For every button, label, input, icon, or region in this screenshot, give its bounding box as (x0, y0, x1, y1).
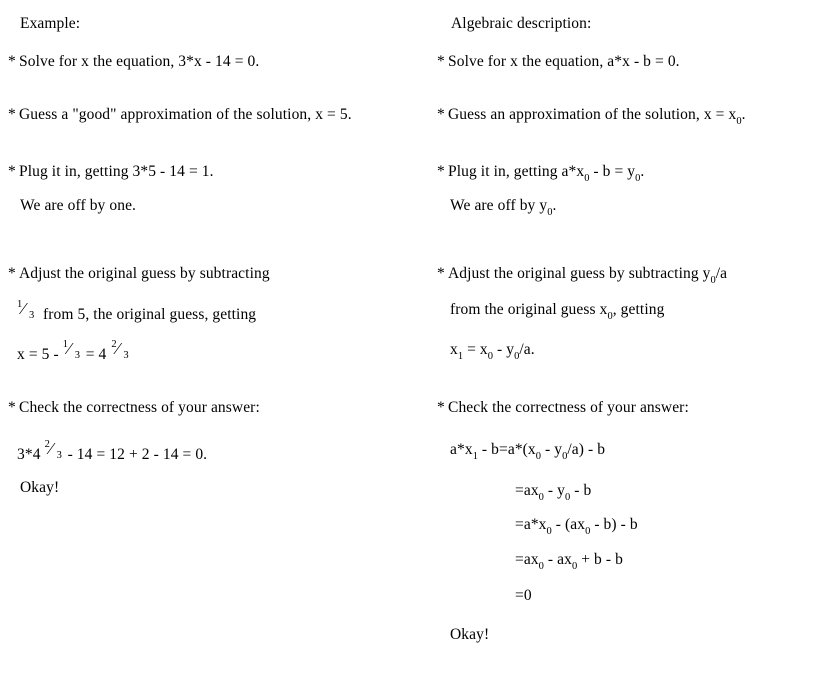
calc-part: a*x (450, 441, 473, 458)
calc-part: - b) - b (590, 516, 638, 533)
left-step-4 (8, 264, 270, 283)
calc-part: =a*x (515, 516, 547, 533)
left-step-5 (8, 398, 260, 417)
left-step-5-calculation (17, 440, 207, 464)
subscript-one: 1 (472, 450, 478, 462)
calc-part: - y (543, 482, 565, 499)
equation-prefix: x = 5 - (17, 346, 63, 363)
right-step-4-prefix: Adjust the original guess by subtracting y (448, 265, 711, 282)
right-calc-line-2 (515, 481, 591, 502)
calc-part: /a) - b (567, 441, 606, 458)
bullet-star: * (437, 106, 445, 123)
right-step-1 (437, 52, 680, 71)
left-conclusion: Okay! (20, 479, 60, 496)
right-conclusion: Okay! (450, 626, 490, 643)
calc-part: - b (570, 482, 592, 499)
left-column (0, 0, 416, 698)
equation-equals: = x (463, 341, 488, 358)
left-step-4-line2-text: from 5, the original guess, getting (43, 306, 257, 323)
left-step-1-text: Solve for x the equation, 3*x - 14 = 0. (19, 53, 260, 70)
calc-part: - b=a*(x (477, 441, 536, 458)
right-step-2-suffix: . (741, 106, 746, 123)
left-step-2-text: Guess a "good" approximation of the solution, x = 5. (19, 106, 352, 123)
fraction-one-third (17, 300, 37, 319)
subscript-zero: 0 (538, 491, 544, 503)
subscript-one: 1 (457, 350, 464, 362)
left-step-3 (8, 162, 214, 181)
fraction-denominator: 3 (56, 450, 62, 461)
fraction-numerator: 1 (17, 299, 23, 310)
bullet-star: * (8, 53, 16, 70)
calc-part: - ax (543, 551, 572, 568)
subscript-zero: 0 (710, 274, 716, 286)
bullet-star: * (437, 265, 445, 282)
right-step-5 (437, 398, 689, 417)
calc-part: =ax (515, 482, 539, 499)
fraction-numerator: 2 (44, 439, 50, 450)
right-step-3-prefix: Plug it in, getting a*x (448, 163, 585, 180)
subscript-zero: 0 (535, 450, 542, 462)
fraction-slash: ⁄ (22, 299, 25, 318)
right-step-3-note (450, 196, 556, 217)
right-step-2-prefix: Guess an approximation of the solution, x = x (448, 106, 737, 123)
subscript-zero: 0 (538, 560, 544, 572)
right-calc-line-3 (515, 515, 638, 536)
fraction-slash: ⁄ (49, 439, 53, 458)
note-prefix: We are off by y (450, 197, 548, 214)
equation-minus: - y (493, 341, 515, 358)
bullet-star: * (437, 163, 445, 180)
left-column-heading: Example: (20, 15, 81, 32)
left-step-4-line2 (17, 300, 256, 324)
subscript-zero: 0 (635, 172, 641, 184)
bullet-star: * (437, 53, 445, 70)
fraction-denominator: 3 (74, 350, 81, 361)
right-step-1-text: Solve for x the equation, a*x - b = 0. (448, 53, 680, 70)
subscript-zero: 0 (607, 310, 613, 322)
right-column-heading: Algebraic description: (451, 15, 592, 32)
right-calc-line-1 (450, 440, 605, 461)
line2-suffix: , getting (612, 301, 665, 318)
subscript-zero: 0 (562, 450, 568, 462)
fraction-numerator: 2 (111, 339, 117, 350)
subscript-zero: 0 (514, 350, 520, 362)
fraction-denominator: 3 (123, 350, 129, 361)
bullet-star: * (8, 265, 16, 282)
right-step-4-line3 (450, 340, 535, 361)
subscript-zero: 0 (736, 115, 742, 127)
equation-end: /a. (519, 341, 535, 358)
fraction-slash: ⁄ (116, 339, 120, 358)
right-step-3 (437, 162, 644, 183)
fraction-one-third (63, 340, 83, 359)
left-step-2 (8, 105, 352, 124)
calc-part: - y (541, 441, 563, 458)
left-step-4-line3 (17, 340, 131, 364)
left-step-5-text: Check the correctness of your answer: (19, 399, 260, 416)
left-step-3-note: We are off by one. (20, 197, 137, 214)
equation-middle: = 4 (85, 346, 107, 363)
left-step-1 (8, 52, 259, 71)
subscript-zero: 0 (547, 206, 553, 218)
calc-part: - (ax (551, 516, 586, 533)
right-column (417, 0, 833, 698)
subscript-zero: 0 (584, 172, 590, 184)
subscript-zero: 0 (571, 560, 578, 572)
right-step-3-mid: - b = y (589, 163, 636, 180)
fraction-slash: ⁄ (67, 339, 71, 358)
bullet-star: * (8, 399, 16, 416)
right-calc-line-4 (515, 550, 623, 571)
note-suffix: . (552, 197, 557, 214)
subscript-zero: 0 (585, 525, 591, 537)
bullet-star: * (8, 163, 16, 180)
subscript-zero: 0 (487, 350, 494, 362)
fraction-numerator: 1 (62, 339, 69, 350)
calc-part: =ax (515, 551, 539, 568)
right-step-2 (437, 105, 746, 126)
bullet-star: * (437, 399, 445, 416)
right-calc-line-5: =0 (515, 587, 532, 604)
fraction-two-thirds (45, 440, 65, 459)
right-step-5-text: Check the correctness of your answer: (448, 399, 689, 416)
fraction-two-thirds (111, 340, 131, 359)
subscript-zero: 0 (546, 525, 552, 537)
bullet-star: * (8, 106, 16, 123)
left-step-4-text: Adjust the original guess by subtracting (19, 265, 270, 282)
right-step-4-line2 (450, 300, 664, 321)
calc-prefix: 3*4 (17, 446, 41, 463)
calc-part: + b - b (577, 551, 623, 568)
right-step-4 (437, 264, 727, 285)
right-step-4-suffix: /a (715, 265, 728, 282)
subscript-zero: 0 (564, 491, 571, 503)
equation-x: x (450, 341, 458, 358)
right-step-3-suffix: . (640, 163, 645, 180)
left-step-3-text: Plug it in, getting 3*5 - 14 = 1. (19, 163, 214, 180)
line2-prefix: from the original guess x (450, 301, 608, 318)
calc-suffix: - 14 = 12 + 2 - 14 = 0. (67, 446, 208, 463)
fraction-denominator: 3 (29, 310, 35, 321)
